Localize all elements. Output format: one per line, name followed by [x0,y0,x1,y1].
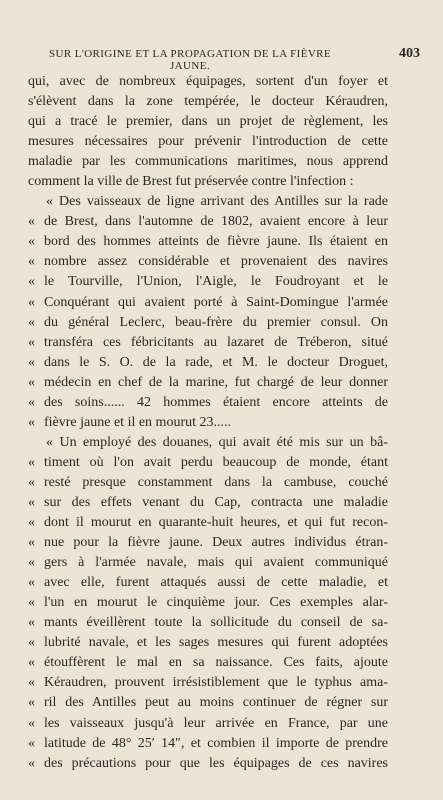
text-line [28,734,388,754]
quote-mark: « [28,314,35,330]
line-text: le Tourville, l'Union, l'Aigle, le Foudroyant et le [44,274,388,290]
line-text: latitude de 48° 25′ 14″, et combien il importe de prendre [44,735,388,751]
quote-mark: « [28,555,35,571]
line-text: dont il mourut en quarante-huit heures, et qui fut recon- [44,515,388,531]
quote-mark: « [28,414,35,430]
quote-mark: « [28,755,35,771]
quote-mark: « [28,354,35,370]
text-line [28,493,388,513]
line-text: Kéraudren, prouvent irrésistiblement que le typhus ama- [44,675,388,691]
text-line [28,693,388,713]
text-line [28,553,388,573]
line-text: transféra ces fébricitants au lazaret de Tréberon, situé [44,334,388,350]
text-line [28,353,388,373]
text-line [28,333,388,353]
line-text: du général Leclerc, beau-frère du premier consul. On [44,314,388,330]
line-text: s'élèvent dans la zone tempérée, le docteur Kéraudren, [28,94,388,110]
quote-mark: « [28,675,35,691]
quote-mark: « [28,715,35,731]
text-line [28,433,388,453]
text-line [28,373,388,393]
text-line [28,112,388,132]
line-text: médecin en chef de la marine, fut chargé de leur donner [44,374,388,390]
line-text: fièvre jaune et il en mourut 23..... [44,414,231,430]
line-text: « Un employé des douanes, qui avait été mis sur un bâ- [46,434,388,450]
text-line [28,232,388,252]
text-line [28,653,388,673]
quote-mark: « [28,274,35,290]
quote-mark: « [28,515,35,531]
text-line [28,513,388,533]
line-text: des soins...... 42 hommes étaient encore atteints de [44,394,388,410]
line-text: qui a tracé le premier, dans un projet de règlement, les [28,114,388,130]
line-text: l'un en mourut le cinquième jour. Ces exemples alar- [44,595,388,611]
line-text: qui, avec de nombreux équipages, sortent d'un foyer et [28,74,388,89]
text-line [28,573,388,593]
quote-mark: « [28,695,35,711]
text-line [28,714,388,734]
quote-mark: « [28,494,35,510]
quote-mark: « [28,575,35,591]
line-text: « Des vaisseaux de ligne arrivant des Antilles sur la rade [46,194,388,210]
running-head: SUR L'ORIGINE ET LA PROPAGATION DE LA FIÈVRE JAUNE. [48,48,332,72]
line-text: des précautions pour que les équipages de ces navires [44,755,388,771]
text-line [28,152,388,172]
line-text: timent où l'on avait perdu beaucoup de monde, étant [44,454,388,470]
text-line [28,453,388,473]
page-number: 403 [399,46,420,61]
text-line [28,313,388,333]
text-line [28,172,388,192]
quote-mark: « [28,635,35,651]
line-text: mants éveillèrent toute la sollicitude du conseil de sa- [44,615,388,631]
text-line [28,212,388,232]
line-text: resté presque constamment dans la cambuse, couché [44,474,388,490]
line-text: maladie par les communications maritimes, nous apprend [28,154,388,170]
quote-mark: « [28,334,35,350]
line-text: ril des Antilles peut au moins continuer de régner sur [44,695,388,711]
quote-mark: « [28,394,35,410]
quote-mark: « [28,454,35,470]
line-text: nombre assez considérable et provenaient des navires [44,254,388,270]
text-line [28,192,388,212]
line-text: lubrité navale, et les sages mesures qui furent adoptées [44,635,388,651]
page-header [30,46,420,72]
quote-mark: « [28,615,35,631]
text-line [28,473,388,493]
quote-mark: « [28,474,35,490]
line-text: bord des hommes atteints de fièvre jaune. Ils étaient en [44,234,388,250]
quote-mark: « [28,234,35,250]
text-line [28,413,388,433]
quote-mark: « [28,374,35,390]
text-line [28,673,388,693]
text-line [28,754,388,774]
line-text: Conquérant qui avaient porté à Saint-Domingue l'armée [44,294,388,310]
line-text: sur des effets venant du Cap, contracta une maladie [44,494,388,510]
line-text: comment la ville de Brest fut préservée contre l'infection : [28,174,354,190]
quote-mark: « [28,595,35,611]
quote-mark: « [28,735,35,751]
text-line [28,272,388,292]
text-line [28,132,388,152]
text-line [28,393,388,413]
line-text: gers à l'armée navale, mais qui avaient communiqué [44,555,388,571]
text-line [28,92,388,112]
quote-mark: « [28,214,35,230]
text-line [28,533,388,553]
text-line [28,613,388,633]
text-line [28,72,388,92]
text-line [28,252,388,272]
text-line [28,293,388,313]
quote-mark: « [28,254,35,270]
line-text: avec elle, furent attaqués aussi de cette maladie, et [44,575,388,591]
line-text: mesures nécessaires pour prévenir l'introduction de cette [28,134,388,150]
line-text: nue pour la fièvre jaune. Deux autres individus étran- [44,535,388,551]
text-line [28,633,388,653]
quote-mark: « [28,535,35,551]
quote-mark: « [28,294,35,310]
line-text: étouffèrent le mal en sa naissance. Ces faits, ajoute [44,655,388,671]
body-text [28,72,388,774]
line-text: dans le S. O. de la rade, et M. le docteur Droguet, [44,354,388,370]
line-text: de Brest, dans l'automne de 1802, avaient encore à leur [44,214,388,230]
text-line [28,593,388,613]
quote-mark: « [28,655,35,671]
line-text: les vaisseaux jusqu'à leur arrivée en France, par une [44,715,388,731]
